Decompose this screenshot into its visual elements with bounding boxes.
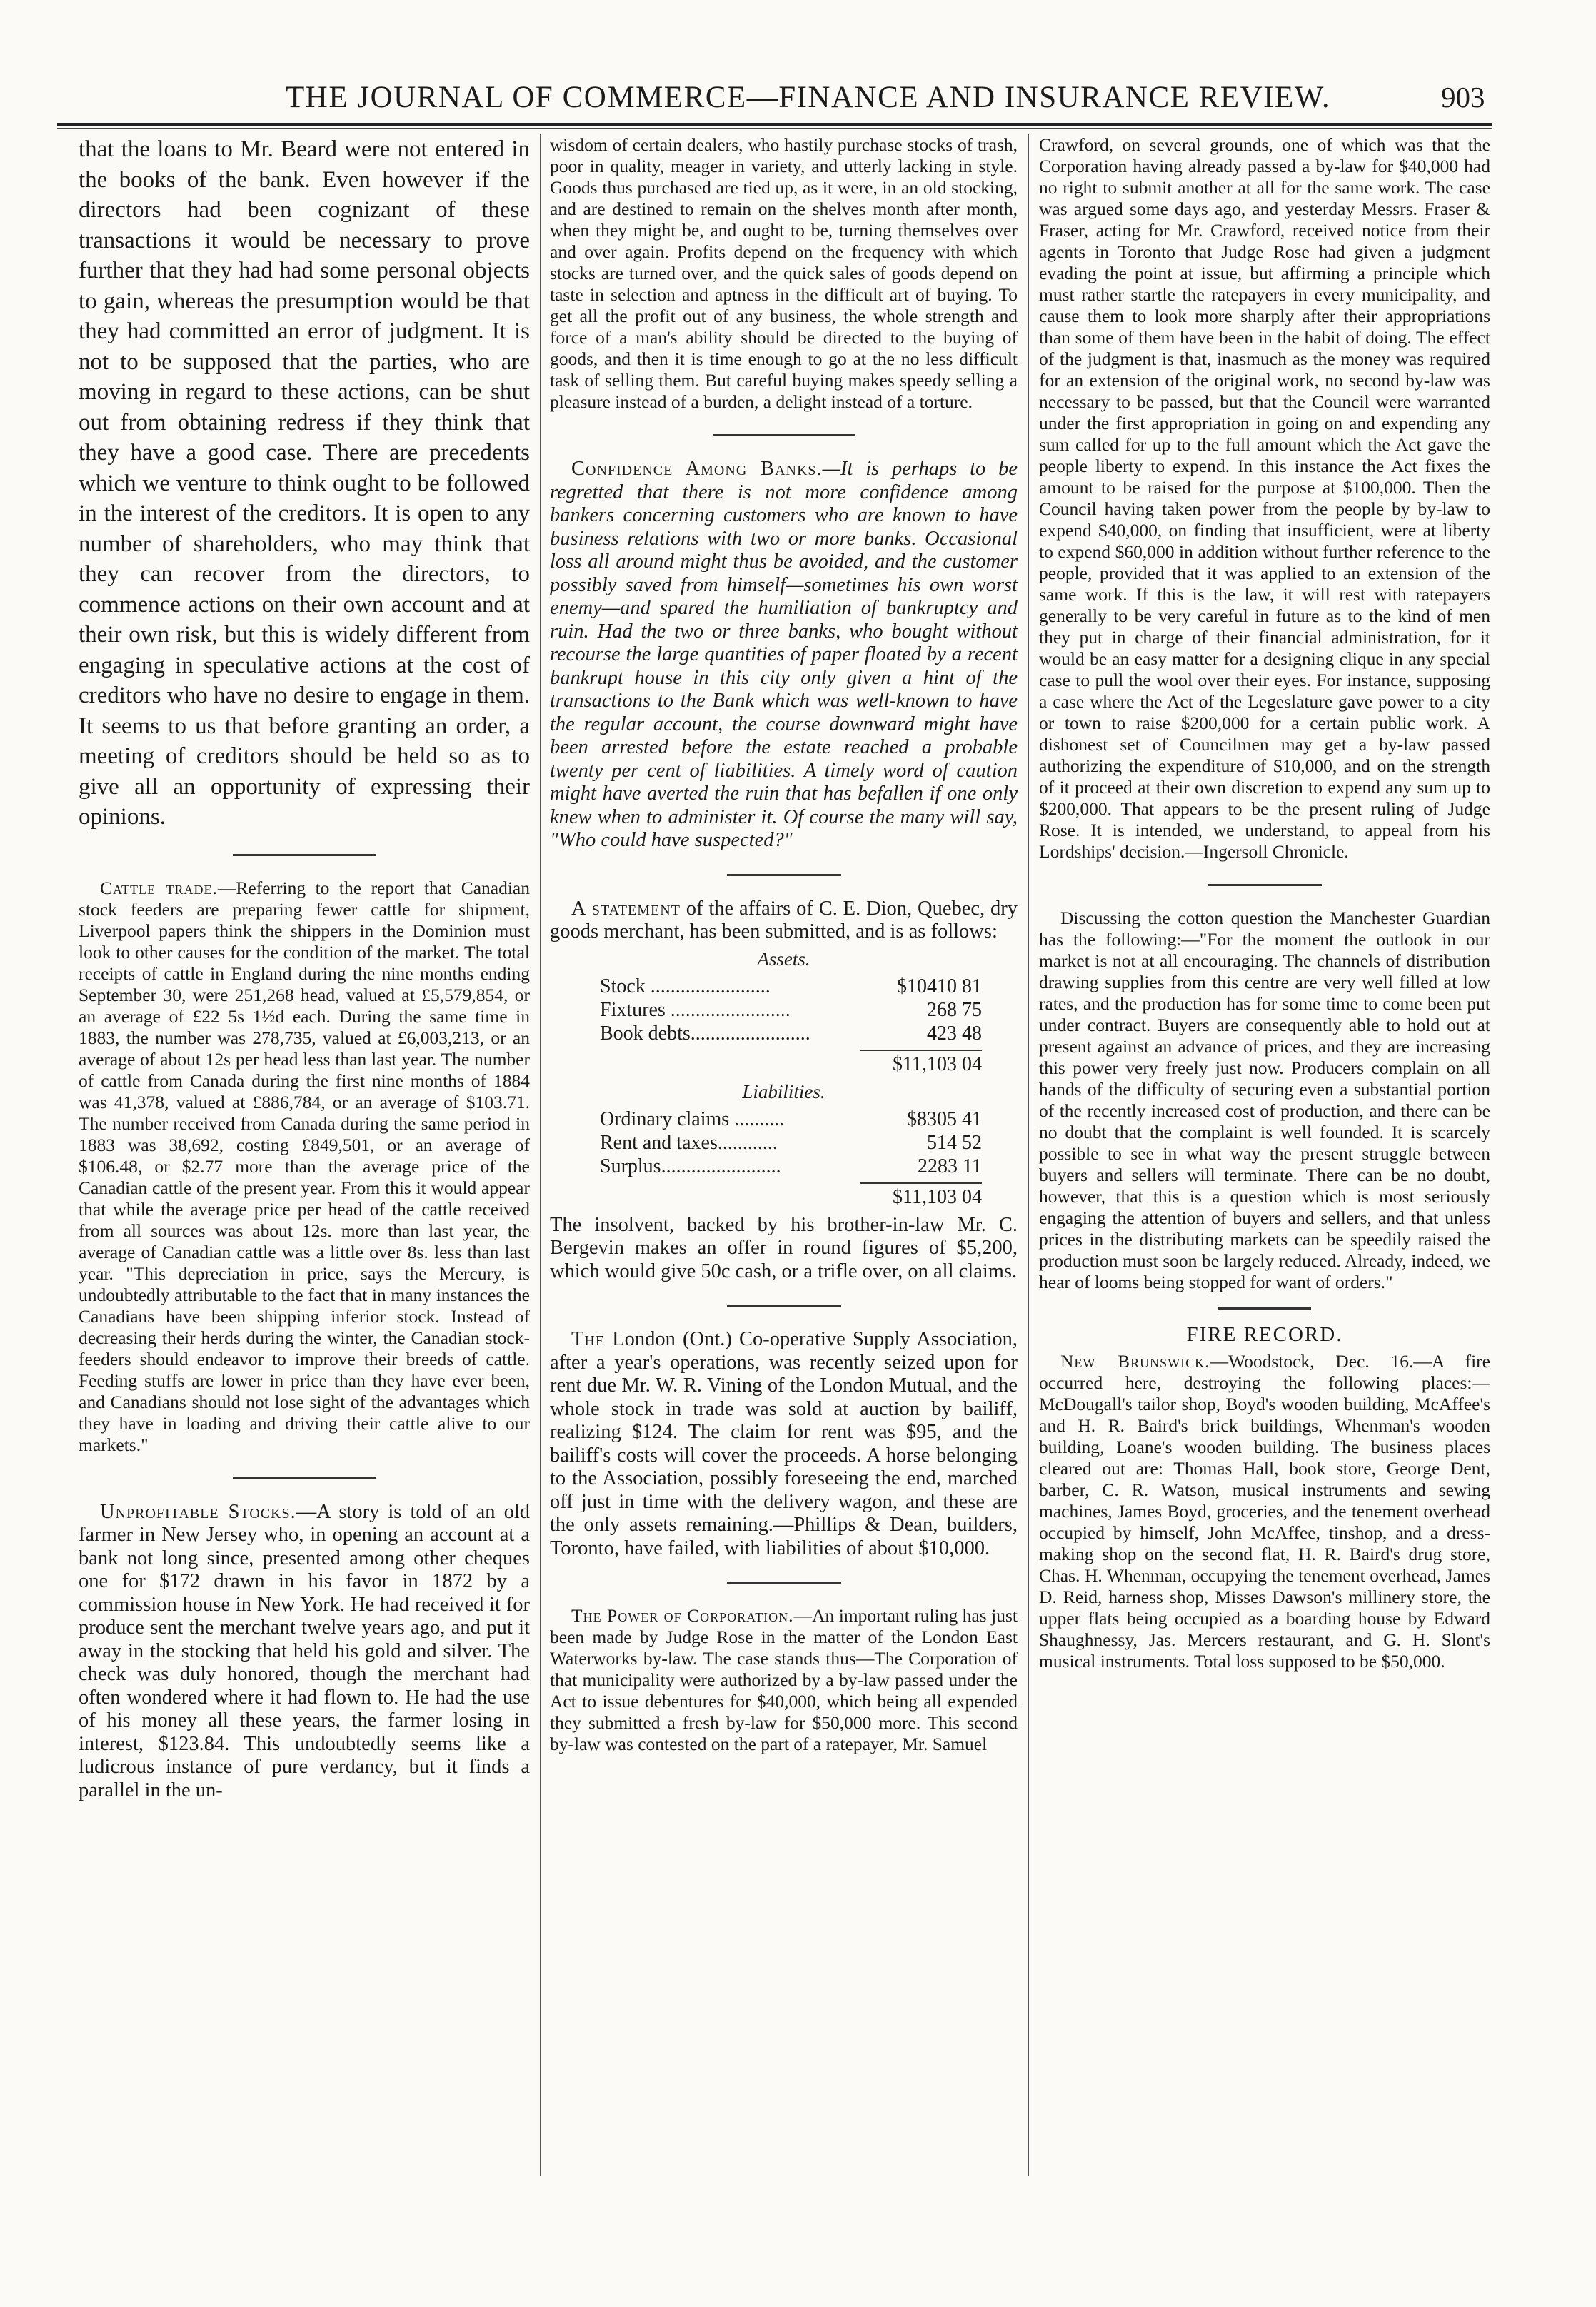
section-separator: [727, 1582, 841, 1584]
dion-statement-intro: [550, 898, 1018, 944]
dion-statement-lead: A statement: [571, 897, 681, 920]
assets-row: [550, 998, 1018, 1022]
column-right: [1039, 134, 1490, 2205]
unprofitable-stocks-heading: Unprofitable Stocks.: [100, 1500, 296, 1523]
section-separator: [1208, 884, 1322, 886]
column-divider: [540, 134, 541, 2176]
assets-label: Stock ........................: [600, 975, 771, 997]
liabilities-amount: 514 52: [927, 1131, 982, 1154]
liabilities-heading: Liabilities.: [742, 1080, 825, 1102]
dion-statement-intro-text: of the affairs of C. E. Dion, Quebec, dry goods merchant, has been submitted, and is as follows:: [550, 897, 1018, 943]
column-left: [79, 134, 530, 2205]
section-separator: [233, 1477, 376, 1479]
assets-label: Book debts........................: [600, 1022, 810, 1045]
header-rule: [57, 123, 1492, 126]
liabilities-label: Rent and taxes............: [600, 1131, 778, 1154]
assets-amount: 423 48: [927, 1022, 982, 1045]
wisdom-paragraph: wisdom of certain dealers, who hastily purchase stocks of trash, poor in quality, meager in variety, and utterly lacking in style. Goods thus purchased are tied up, as it were, in an old stocking, and are destined to remain on the shelves month after month, when they might be, and ought to be, turning themselves over and over again. Profits depend on the frequency with which stocks are turned over, and the quick sales of goods depend on taste in selection and aptness in the difficult art of buying. To get all the profit out of any business, the whole strength and force of a man's ability should be directed to the buying of goods, and then it is time enough to go at the no less difficult task of selling them. But careful buying makes speedy selling a pleasure instead of a burden, a delight instead of a torture.: [550, 134, 1018, 412]
assets-label: Fixtures ........................: [600, 998, 791, 1021]
crawford-paragraph: Crawford, on several grounds, one of which was that the Corporation having already passed a by-law for $40,000 had no right to submit another at all for the same work. The case was argued some days ago, and yesterday Messrs. Fraser & Fraser, acting for Mr. Crawford, received notice from their agents in Toronto that Judge Rose had given a judgment evading the point at issue, but affirming a principle which must rather startle the ratepayers in every municipality, and cause them to look more sharply after their appropriations than some of them have been in the habit of doing. The effect of the judgment is that, inasmuch as the money was required for an extension of the original work, no second by-law was necessary to be passed, but that the Council were warranted under the first appropriation in going on and expending any sum called for up to the full amount which the Act gave the people liberty to expend. In this instance the Act fixes the amount to be raised for the purpose at $100,000. Then the Council having taken power from the people by by-law to expend $40,000, on finding that insufficient, were at liberty to expend $60,000 in addition without further reference to the people, provided that it was applied to an extension of the same work. If this is the law, it will rest with ratepayers generally to be very careful in future as to the kind of men they put in charge of their financial administration, for it would be an easy matter for a designing clique in any special case to pull the wool over their eyes. For instance, supposing a case where the Act of the Legeslature gave power to a city or town to raise $200,000 for a certain public work. A dishonest set of Councilmen may get a by-law passed authorizing the expenditure of $10,000, and on the strength of it proceed at their own discretion to expend any sum up to $200,000. That appears to be the present ruling of Judge Rose. It is intended, we understand, to appeal from his Lordships' decision.—Ingersoll Chronicle.: [1039, 134, 1490, 862]
london-cooperative-lead: The: [571, 1328, 606, 1350]
fire-record-heading: FIRE RECORD.: [1186, 1323, 1343, 1346]
section-separator: [727, 1305, 841, 1307]
liabilities-label: Ordinary claims ..........: [600, 1107, 785, 1130]
power-of-corporation-heading: The Power of Corporation.: [571, 1605, 794, 1626]
unprofitable-stocks-body: —A story is told of an old farmer in New Jersey who, in opening an account at a bank not long since, presented among other cheques one for $172 drawn in his favor in 1872 by a commission house in New York. He had received it for produce sent the merchant twelve years ago, and put it away in the stocking that held his gold and silver. The check was duly honored, though the merchant had often wondered where it had flown to. He had the use of his money all these years, the farmer losing in interest, $123.84. This undoubtedly seems like a ludicrous instance of pure verdancy, but it finds a parallel in the un-: [79, 1500, 530, 1801]
liabilities-amount: $8305 41: [907, 1107, 982, 1130]
ornament-rule: [1218, 1307, 1311, 1317]
cattle-trade-heading: Cattle trade.: [100, 877, 218, 898]
section-separator: [233, 854, 376, 856]
fire-record-article: [1039, 1351, 1490, 1672]
assets-row: [550, 975, 1018, 998]
section-separator: [713, 434, 855, 436]
assets-total: [550, 1045, 1018, 1077]
section-separator: [727, 874, 841, 876]
power-of-corporation-body: —An important ruling has just been made by Judge Rose in the matter of the London East Waterworks by-law. The case stands thus—The Corporation of that municipality were authorized by a by-law passed under the Act to issue debentures for $40,000, which being all expended they submitted a fresh by-law for $50,000 more. This second by-law was contested on the part of a ratepayer, Mr. Samuel: [550, 1605, 1018, 1754]
column-divider: [1028, 134, 1029, 2176]
dion-statement-table: [550, 948, 1018, 1210]
assets-heading: Assets.: [757, 948, 810, 970]
london-cooperative-body: London (Ont.) Co-operative Supply Association, after a year's operations, was recently seized upon for rent due Mr. W. R. Vining of the London Mutual, and the whole stock in trade was sold at auction by bailiff, realizing $124. The claim for rent was $95, and the bailiff's costs will cover the proceeds. A horse belonging to the Association, possibly foreseeing the end, marched off just in time with the delivery wagon, and these are the only assets remaining.—Phillips & Dean, builders, Toronto, have failed, with liabilities of about $10,000.: [550, 1328, 1018, 1559]
cotton-question-paragraph: Discussing the cotton question the Manchester Guardian has the following:—"For the moment the outlook in our market is not at all encouraging. The channels of distribution drawing supplies from this centre are very well filled at low rates, and the production has for some time to come been put under contract. Buyers are consequently able to hold out at present against an advance of prices, and they are increasing this power very freely just now. Producers complain on all hands of the difficulty of securing even a substantial portion of the recently increased cost of production, and there can be no doubt that the complaint is well founded. It is scarcely possible to see in what way the present struggle between buyers and sellers will terminate. There can be no doubt, however, that this is a question which is most seriously engaging the attention of buyers and sellers, and that unless prices in the distributing markets can be speedily raised the production must soon be largely reduced. Already, indeed, we hear of looms being stopped for want of orders.": [1039, 908, 1490, 1292]
fire-record-body: —Woodstock, Dec. 16.—A fire occurred here, destroying the following places:—McDougall's tailor shop, Boyd's wooden building, McAffee's and H. R. Baird's brick buildings, Whenman's wooden building, Loane's wooden building. The business places cleared out are: Thomas Hall, book store, George Dent, barber, C. R. Watson, musical instruments and sewing machines, James Boyd, groceries, and the tenement overhead occupied by himself, John McAffee, tinshop, and a dress-making shop on the second flat, H. R. Baird's drug store, Chas. H. Whenman, occupying the tenement overhead, James D. Reid, harness shop, Misses Dawson's millinery store, the upper flats being occupied as a boarding house by Edward Shaughnessy, Jas. Mercers restaurant, and G. H. Slont's musical instruments. Total loss supposed to be $50,000.: [1039, 1351, 1490, 1672]
liabilities-amount: 2283 11: [918, 1155, 982, 1177]
assets-row: [550, 1022, 1018, 1045]
confidence-banks-body: —It is perhaps to be regretted that there is not more confidence among bankers concerning customers who are known to have business relations with two or more banks. Occasional loss all around might thus be avoided, and the customer possibly saved from himself—sometimes his own worst enemy—and spared the humiliation of bankruptcy and ruin. Had the two or three banks, who bought without recourse the large quantities of paper floated by a recent bankrupt house in this city only given a hint of the transactions to the Bank which was well-known to have the regular account, the course downward might have been arrested before the estate reached a probable twenty per cent of liabilities. A timely word of caution might have averted the ruin that has befallen if one only knew when to administer it. Of course the many will say, "Who could have suspected?": [550, 458, 1018, 851]
liabilities-row: [550, 1155, 1018, 1178]
running-title: THE JOURNAL OF COMMERCE—FINANCE AND INSURANCE REVIEW.: [286, 81, 1331, 114]
power-of-corporation-article: [550, 1605, 1018, 1755]
liabilities-label: Surplus........................: [600, 1155, 781, 1177]
assets-amount: $10410 81: [897, 975, 982, 997]
page-header: [0, 0, 1596, 121]
beard-loans-paragraph: that the loans to Mr. Beard were not entered in the books of the bank. Even however if the directors had been cognizant of these transactions it would be necessary to prove further that they had had some personal objects to gain, whereas the presumption would be that they had committed an error of judgment. It is not to be supposed that the parties, who are moving in regard to these actions, can be shut out from obtaining redress if they think that they have a good case. There are precedents which we venture to think ought to be followed in the interest of the creditors. It is open to any number of shareholders, who may think that they can recover from the directors, to commence actions on their own account and at their own risk, but this is widely different from engaging in speculative actions at the cost of creditors who have no desire to engage in them. It seems to us that before granting an order, a meeting of creditors should be held so as to give all an opportunity of expressing their opinions.: [79, 136, 530, 830]
dion-offer-paragraph: The insolvent, backed by his brother-in-law Mr. C. Bergevin makes an offer in round figures of $5,200, which would give 50c cash, or a trifle over, on all claims.: [550, 1213, 1018, 1282]
liabilities-row: [550, 1107, 1018, 1131]
liabilities-row: [550, 1131, 1018, 1155]
header-rule-thin: [57, 128, 1492, 129]
column-middle: [550, 134, 1018, 2205]
cattle-trade-body: —Referring to the report that Canadian stock feeders are preparing fewer cattle for shipment, Liverpool papers think the shippers in the Dominion must look to other causes for the condition of the market. The total receipts of cattle in England during the nine months ending September 30, were 251,268 head, valued at £5,579,854, or an average of £22 5s 1½d each. During the same time in 1883, the number was 278,735, valued at £6,003,213, or an average of about 12s per head less than last year. The number of cattle from Canada during the first nine months of 1884 was 41,378, valued at £886,784, or an average of $103.71. The number received from Canada during the same period in 1883 was 38,692, costing £849,501, or an average of $106.48, or $2.77 more than the average price of the Canadian cattle of the present year. From this it would appear that while the average price per head of the cattle received from all sources was about 12s. more than last year, the average of Canadian cattle was a little over 8s. less than last year. "This depreciation in price, says the Mercury, is undoubtedly attributable to the fact that in many instances the Canadians have been shipping inferior stock. Instead of decreasing their herds during the winter, the Canadian stock-feeders should endeavor to improve their breeds of cattle. Feeding stuffs are lower in price than they have ever been, and Canadians should not lose sight of the advantages which they have in loading and driving their cattle alive to our markets.": [79, 877, 530, 1455]
liabilities-total: [550, 1178, 1018, 1210]
fire-record-lead: New Brunswick.: [1060, 1351, 1210, 1372]
assets-amount: 268 75: [927, 998, 982, 1021]
confidence-banks-article: [550, 458, 1018, 853]
confidence-banks-heading: Confidence Among Banks.: [571, 458, 823, 480]
liabilities-total-amount: $11,103 04: [860, 1182, 982, 1210]
cattle-trade-article: [79, 878, 530, 1456]
unprofitable-stocks-article: [79, 1501, 530, 1803]
page-number: 903: [1441, 81, 1485, 114]
london-cooperative-article: [550, 1328, 1018, 1560]
assets-total-amount: $11,103 04: [860, 1050, 982, 1077]
